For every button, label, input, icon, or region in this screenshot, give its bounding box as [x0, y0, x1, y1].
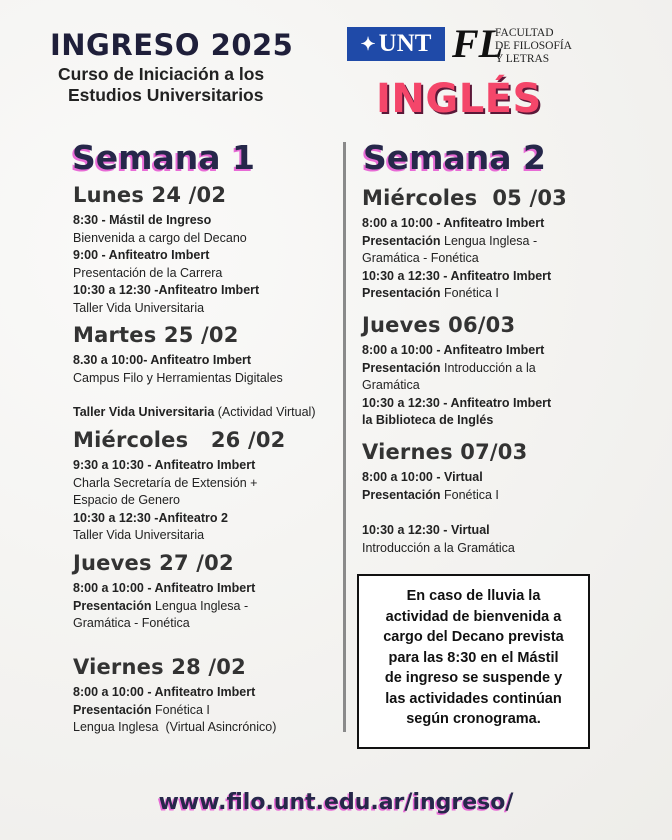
notice-line: cargo del Decano prevista	[383, 629, 564, 645]
notice-line: para las 8:30 en el Mástil	[388, 649, 559, 666]
schedule-line	[73, 598, 255, 616]
unt-logo-text: UNT	[378, 30, 432, 57]
schedule-line: 10:30 a 12:30 - Anfiteatro Imbert	[362, 268, 552, 283]
schedule-line: Campus Filo y Herramientas Digitales	[73, 370, 283, 385]
activity-detail: Fonética I	[440, 286, 499, 300]
course-title: INGLÉS	[376, 76, 542, 122]
day-heading: Jueves 27 /02	[73, 551, 234, 575]
day-heading: Miércoles 26 /02	[73, 428, 286, 452]
schedule-line: 10:30 a 12:30 - Virtual	[362, 523, 490, 537]
faculty-line: FACULTAD	[495, 27, 554, 39]
schedule-line: Espacio de Genero	[73, 493, 181, 507]
subtitle-line: Curso de Iniciación a los	[58, 64, 265, 84]
day-block-miercoles	[73, 428, 285, 545]
website-url: www.filo.unt.edu.ar/ingreso/	[158, 790, 514, 815]
schedule-line: 8:00 a 10:00 - Anfiteatro Imbert	[73, 685, 256, 699]
schedule-line: Charla Secretaría de Extensión +	[73, 475, 258, 490]
schedule-line: 10:30 a 12:30 -Anfiteatro 2	[73, 510, 228, 525]
activity-name: Presentación	[362, 360, 441, 375]
day-heading: Viernes 07/03	[362, 440, 528, 464]
star-icon: ✦	[360, 33, 376, 54]
day-block-viernes-w2	[362, 440, 527, 557]
day-heading: Martes 25 /02	[73, 323, 239, 347]
schedule-line: 8:30 - Mástil de Ingreso	[73, 213, 212, 227]
schedule-line: Lengua Inglesa (Virtual Asincrónico)	[73, 720, 277, 734]
notice-line: actividad de bienvenida a	[385, 608, 562, 625]
schedule-line	[73, 404, 315, 422]
schedule-line: Taller Vida Universitaria	[73, 528, 205, 542]
day-heading: Jueves 06/03	[362, 313, 516, 337]
day-block-lunes	[73, 183, 259, 317]
schedule-line: Gramática - Fonética	[362, 251, 479, 265]
schedule-line: 8.30 a 10:00- Anfiteatro Imbert	[73, 353, 252, 367]
schedule-line	[362, 233, 567, 251]
unt-logo	[347, 27, 445, 61]
schedule-line: 8:00 a 10:00 - Virtual	[362, 470, 483, 484]
week2-title: Semana 2	[363, 138, 547, 177]
activity-detail: (Actividad Virtual)	[214, 405, 316, 419]
day-block-jueves	[73, 551, 255, 633]
schedule-line: Taller Vida Universitaria	[73, 300, 205, 315]
notice-line: según cronograma.	[406, 711, 541, 727]
schedule-line: Introducción a la Gramática	[362, 540, 515, 555]
faculty-line: DE FILOSOFÍA	[495, 40, 572, 52]
fl-logo: FL	[452, 21, 504, 66]
schedule-line: Bienvenida a cargo del Decano	[73, 230, 247, 245]
column-divider	[343, 142, 346, 732]
activity-name: Taller Vida Universitaria	[73, 405, 215, 419]
schedule-line: 8:00 a 10:00 - Anfiteatro Imbert	[73, 581, 256, 595]
schedule-line	[362, 487, 527, 505]
schedule-line	[73, 702, 276, 720]
activity-name: Presentación	[73, 598, 152, 613]
rain-notice	[357, 574, 590, 749]
schedule-line: 10:30 a 12:30 -Anfiteatro Imbert	[73, 283, 260, 297]
schedule-line: Gramática	[362, 378, 420, 392]
schedule-line: 10:30 a 12:30 - Anfiteatro Imbert	[362, 395, 552, 410]
schedule-line: Gramática - Fonética	[73, 616, 190, 630]
day-heading: Viernes 28 /02	[73, 655, 246, 679]
day-heading: Miércoles 05 /03	[362, 186, 567, 210]
activity-detail: Fonética I	[440, 487, 499, 502]
schedule-line: Presentación de la Carrera	[73, 265, 223, 280]
event-subtitle	[58, 64, 338, 106]
activity-detail: Fonética I	[151, 702, 210, 717]
faculty-name	[495, 27, 645, 66]
subtitle-line: Estudios Universitarios	[68, 85, 264, 105]
schedule-line	[362, 285, 567, 303]
event-title: INGRESO 2025	[50, 28, 294, 62]
activity-detail: Introducción a la	[440, 360, 536, 375]
activity-name: Presentación	[362, 487, 441, 502]
schedule-line: 9:30 a 10:30 - Anfiteatro Imbert	[73, 458, 256, 472]
day-block-miercoles-w2	[362, 186, 567, 303]
activity-detail: Lengua Inglesa -	[151, 598, 249, 613]
notice-line: las actividades continúan	[385, 690, 562, 707]
week1-title: Semana 1	[72, 138, 256, 177]
day-block-martes	[73, 323, 315, 422]
activity-detail: Lengua Inglesa -	[440, 233, 538, 248]
day-block-viernes	[73, 655, 276, 737]
schedule-line: 9:00 - Anfiteatro Imbert	[73, 248, 210, 262]
schedule-line	[362, 360, 551, 378]
notice-line: de ingreso se suspende y	[384, 670, 563, 686]
faculty-line: Y LETRAS	[495, 53, 550, 65]
activity-name: Presentación	[362, 286, 441, 300]
activity-name: Presentación	[73, 702, 152, 717]
schedule-line: la Biblioteca de Inglés	[362, 413, 494, 427]
notice-line: En caso de lluvia la	[406, 588, 541, 604]
schedule-line: 8:00 a 10:00 - Anfiteatro Imbert	[362, 216, 545, 230]
day-heading: Lunes 24 /02	[73, 183, 227, 207]
day-block-jueves-w2	[362, 313, 551, 430]
activity-name: Presentación	[362, 233, 441, 248]
schedule-line: 8:00 a 10:00 - Anfiteatro Imbert	[362, 343, 545, 357]
